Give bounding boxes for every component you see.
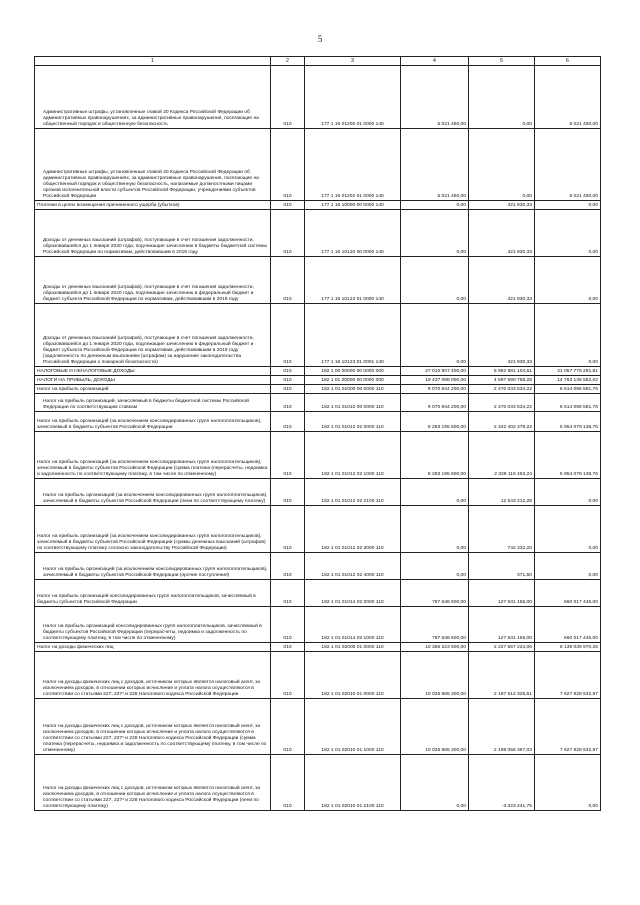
row-name: Платежи в целях возмещения причиненного ущерба (убытков)	[35, 201, 271, 210]
row-name: Административные штрафы, установленные главой 20 Кодекса Российской Федерации об административных правонарушениях, за административные правонарушения, посягающие на общественный порядок и общественную безопасность	[35, 66, 271, 129]
row-approved-amount: 9 070 844 200,00	[401, 394, 469, 412]
table-row	[35, 376, 601, 385]
table-row	[35, 210, 601, 257]
row-unexecuted-amount: 6 614 096 581,76	[535, 394, 601, 412]
row-executed-amount: 127 631 155,00	[469, 607, 535, 643]
row-line-code: 010	[271, 129, 305, 201]
row-budget-code: 182 1 01 02010 01 0000 110	[305, 652, 401, 699]
table-header-row	[35, 57, 601, 66]
row-executed-amount: 371,50	[469, 553, 535, 580]
row-approved-amount: 0,00	[401, 201, 469, 210]
row-line-code: 010	[271, 210, 305, 257]
row-name: Налог на прибыль организаций консолидированных групп налогоплательщиков, зачисляемый в бюджеты субъектов Российской Федерации	[35, 580, 271, 607]
row-line-code: 010	[271, 652, 305, 699]
row-executed-amount: 421 930,33	[469, 210, 535, 257]
row-unexecuted-amount: 7 827 928 932,97	[535, 652, 601, 699]
row-approved-amount: 0,00	[401, 553, 469, 580]
row-budget-code: 182 1 00 00000 00 0000 000	[305, 367, 401, 376]
row-unexecuted-amount: 8 139 039 970,26	[535, 643, 601, 652]
row-unexecuted-amount: 21 057 775 291,81	[535, 367, 601, 376]
row-budget-code: 182 1 01 02010 01 2100 110	[305, 755, 401, 811]
row-line-code: 010	[271, 412, 305, 432]
row-budget-code: 182 1 01 01012 02 2100 110	[305, 479, 401, 506]
row-line-code: 010	[271, 755, 305, 811]
row-name: Налог на доходы физических лиц с доходов, источником которых является налоговый агент, за исключением доходов, в отношении которых исчисление и уплата налога осуществляются в соответствии со статьями 227, 227¹ и 228 Налогового кодекса Российской Федерации (сумма платежа (перерасчеты, недоимка и задолженность по соответствующему платежу, в том числе по отмененному)	[35, 699, 271, 755]
row-budget-code: 177 1 16 01200 01 0000 140	[305, 66, 401, 129]
header-col-1: 1	[35, 57, 271, 66]
row-executed-amount: 421 930,33	[469, 257, 535, 304]
table-row	[35, 479, 601, 506]
row-executed-amount: 2 197 612 325,51	[469, 652, 535, 699]
row-executed-amount: 2 470 033 534,22	[469, 394, 535, 412]
header-col-4: 4	[401, 57, 469, 66]
header-col-2: 2	[271, 57, 305, 66]
row-budget-code: 177 1 16 10123 01 0001 140	[305, 304, 401, 367]
row-line-code: 010	[271, 643, 305, 652]
table-row	[35, 699, 601, 755]
row-unexecuted-amount: 0,00	[535, 553, 601, 580]
row-executed-amount: 0,00	[469, 66, 535, 129]
row-name: Налог на прибыль организаций (за исключением консолидированных групп налогоплательщиков), зачисляемый в бюджеты субъектов Российской Федерации (сумма платежа (перерасчеты, недоимка и задолженность по соответствующему платежу, в том числе по отмененному)	[35, 432, 271, 479]
table-row	[35, 755, 601, 811]
row-line-code: 010	[271, 385, 305, 394]
row-line-code: 010	[271, 506, 305, 553]
header-col-5: 5	[469, 57, 535, 66]
row-name: Налог на доходы физических лиц с доходов, источником которых является налоговый агент, за исключением доходов, в отношении которых исчисление и уплата налога осуществляются в соответствии со статьями 227, 227¹ и 228 Налогового кодекса Российской Федерации (пени по соответствующему платежу)	[35, 755, 271, 811]
revenue-report-table	[34, 56, 601, 811]
table-row	[35, 304, 601, 367]
row-line-code: 010	[271, 479, 305, 506]
row-approved-amount: 0,00	[401, 257, 469, 304]
row-budget-code: 182 1 01 01014 02 1000 110	[305, 607, 401, 643]
row-line-code: 010	[271, 699, 305, 755]
row-budget-code: 177 1 16 01202 01 0000 140	[305, 129, 401, 201]
row-unexecuted-amount: 0,00	[535, 479, 601, 506]
row-unexecuted-amount: 5 954 079 136,76	[535, 412, 601, 432]
row-line-code: 010	[271, 367, 305, 376]
row-line-code: 010	[271, 201, 305, 210]
table-row	[35, 553, 601, 580]
row-unexecuted-amount: 14 783 136 552,02	[535, 376, 601, 385]
row-approved-amount: 787 648 600,00	[401, 580, 469, 607]
table-row	[35, 432, 601, 479]
row-unexecuted-amount: 660 017 445,00	[535, 607, 601, 643]
row-name: Налог на прибыль организаций (за исключением консолидированных групп налогоплательщиков), зачисляемый в бюджеты субъектов Российской Федерации	[35, 412, 271, 432]
row-executed-amount: 2 227 557 224,06	[469, 643, 535, 652]
row-name: Налог на прибыль организаций, зачисляемый в бюджеты бюджетной системы Российской Федерации по соответствующим ставкам	[35, 394, 271, 412]
row-approved-amount: 5 021 450,00	[401, 129, 469, 201]
row-executed-amount: 5 982 881 104,61	[469, 367, 535, 376]
row-name: Доходы от денежных взысканий (штрафов), поступающие в счет погашения задолженности, образовавшейся до 1 января 2020 года, подлежащие зачислению в федеральный бюджет и бюджет субъекта Российской Федерации по нормативам, действовавшим в 2019 году (задолженность по денежным взысканиям (штрафам) за нарушение законодательства Российской Федерации о пожарной безопасности)	[35, 304, 271, 367]
row-executed-amount: 127 631 155,00	[469, 580, 535, 607]
row-line-code: 010	[271, 257, 305, 304]
row-budget-code: 182 1 01 01012 02 0000 110	[305, 412, 401, 432]
row-budget-code: 182 1 01 02010 01 1000 110	[305, 699, 401, 755]
row-unexecuted-amount: 5 954 079 136,76	[535, 432, 601, 479]
row-approved-amount: 5 021 450,00	[401, 66, 469, 129]
row-name: НАЛОГОВЫЕ И НЕНАЛОГОВЫЕ ДОХОДЫ	[35, 367, 271, 376]
table-row	[35, 607, 601, 643]
table-row	[35, 394, 601, 412]
row-approved-amount: 0,00	[401, 506, 469, 553]
row-unexecuted-amount: 5 021 450,00	[535, 66, 601, 129]
row-budget-code: 182 1 01 01012 02 1000 110	[305, 432, 401, 479]
row-name: Налог на прибыль организаций	[35, 385, 271, 394]
row-approved-amount: 9 070 844 200,00	[401, 385, 469, 394]
row-unexecuted-amount: 0,00	[535, 506, 601, 553]
row-approved-amount: 0,00	[401, 210, 469, 257]
row-name: Налог на доходы физических лиц с доходов, источником которых является налоговый агент, за исключением доходов, в отношении которых исчисление и уплата налога осуществляются в соответствии со статьями 227, 227¹ и 228 Налогового кодекса Российской Федерации	[35, 652, 271, 699]
row-name: Налог на прибыль организаций (за исключением консолидированных групп налогоплательщиков), зачисляемый в бюджеты субъектов Российской Федерации (суммы денежных взысканий (штрафов) по соответствующему платежу согласно законодательству Российской Федерации)	[35, 506, 271, 553]
row-approved-amount: 0,00	[401, 304, 469, 367]
row-name: Административные штрафы, установленные главой 20 Кодекса Российской Федерации об административных правонарушениях, за административные правонарушения, посягающие на общественный порядок и общественную безопасность, налагаемые должностными лицами органов исполнительной власти субъектов Российской Федерации, учреждениями субъектов Российской Федерации	[35, 129, 271, 201]
row-budget-code: 177 1 16 10000 00 0000 140	[305, 201, 401, 210]
row-executed-amount: 742 332,20	[469, 506, 535, 553]
table-row	[35, 580, 601, 607]
row-line-code: 010	[271, 553, 305, 580]
table-row	[35, 66, 601, 129]
row-executed-amount: 2 198 056 367,03	[469, 699, 535, 755]
row-unexecuted-amount: 5 021 450,00	[535, 129, 601, 201]
row-executed-amount: -3 323 241,75	[469, 755, 535, 811]
row-line-code: 010	[271, 607, 305, 643]
row-line-code: 010	[271, 66, 305, 129]
row-name: Доходы от денежных взысканий (штрафов), поступающие в счет погашения задолженности, образовавшейся до 1 января 2020 года, подлежащие зачислению в федеральный бюджет и бюджет субъекта Российской Федерации по нормативам, действовавшим в 2019 году	[35, 257, 271, 304]
row-approved-amount: 10 366 223 600,00	[401, 643, 469, 652]
row-line-code: 010	[271, 376, 305, 385]
row-approved-amount: 0,00	[401, 755, 469, 811]
table-row	[35, 257, 601, 304]
page-number: 5	[317, 34, 323, 44]
row-name: Налог на доходы физических лиц	[35, 643, 271, 652]
table-row	[35, 201, 601, 210]
row-budget-code: 182 1 01 00000 00 0000 000	[305, 376, 401, 385]
table-row	[35, 129, 601, 201]
row-approved-amount: 27 010 907 400,00	[401, 367, 469, 376]
row-executed-amount: 0,00	[469, 129, 535, 201]
row-line-code: 010	[271, 304, 305, 367]
row-budget-code: 182 1 01 01012 02 4000 110	[305, 553, 401, 580]
row-unexecuted-amount: 7 827 928 932,97	[535, 699, 601, 755]
row-executed-amount: 2 470 033 534,22	[469, 385, 535, 394]
row-budget-code: 182 1 01 01000 00 0000 110	[305, 385, 401, 394]
row-approved-amount: 10 025 965 300,00	[401, 699, 469, 755]
row-budget-code: 182 1 01 01012 02 3000 110	[305, 506, 401, 553]
row-approved-amount: 19 437 088 000,00	[401, 376, 469, 385]
row-unexecuted-amount: 6 614 096 581,76	[535, 385, 601, 394]
table-row	[35, 367, 601, 376]
row-unexecuted-amount: 660 017 445,00	[535, 580, 601, 607]
row-approved-amount: 787 648 600,00	[401, 607, 469, 643]
row-unexecuted-amount: 0,00	[535, 257, 601, 304]
table-row	[35, 643, 601, 652]
row-name: Налог на прибыль организаций (за исключением консолидированных групп налогоплательщиков), зачисляемый в бюджеты субъектов Российской Федерации (прочие поступления)	[35, 553, 271, 580]
row-budget-code: 177 1 16 10120 00 0000 140	[305, 210, 401, 257]
row-executed-amount: 4 697 590 758,28	[469, 376, 535, 385]
row-approved-amount: 0,00	[401, 479, 469, 506]
table-row	[35, 652, 601, 699]
row-line-code: 010	[271, 432, 305, 479]
row-executed-amount: 421 930,33	[469, 201, 535, 210]
table-row	[35, 506, 601, 553]
row-approved-amount: 8 283 195 600,00	[401, 412, 469, 432]
row-line-code: 010	[271, 394, 305, 412]
row-name: Доходы от денежных взысканий (штрафов), поступающие в счет погашения задолженности, образовавшейся до 1 января 2020 года, подлежащие зачислению в бюджеты бюджетной системы Российской Федерации по нормативам, действовавшим в 2019 году	[35, 210, 271, 257]
row-name: Налог на прибыль организаций консолидированных групп налогоплательщиков, зачисляемый в бюджеты субъектов Российской Федерации (перерасчеты, недоимка и задолженность по соответствующему платежу, в том числе по отмененному)	[35, 607, 271, 643]
row-budget-code: 182 1 01 01014 02 0000 110	[305, 580, 401, 607]
row-name: НАЛОГИ НА ПРИБЫЛЬ, ДОХОДЫ	[35, 376, 271, 385]
row-executed-amount: 421 930,33	[469, 304, 535, 367]
row-budget-code: 182 1 01 02000 01 0000 110	[305, 643, 401, 652]
row-unexecuted-amount: 0,00	[535, 210, 601, 257]
row-unexecuted-amount: 0,00	[535, 304, 601, 367]
row-unexecuted-amount: 0,00	[535, 755, 601, 811]
row-unexecuted-amount: 0,00	[535, 201, 601, 210]
row-budget-code: 177 1 16 10123 01 0000 140	[305, 257, 401, 304]
header-col-3: 3	[305, 57, 401, 66]
row-approved-amount: 8 283 195 600,00	[401, 432, 469, 479]
header-col-6: 6	[535, 57, 601, 66]
row-executed-amount: 2 342 402 379,22	[469, 412, 535, 432]
row-budget-code: 182 1 01 01010 00 0000 110	[305, 394, 401, 412]
row-line-code: 010	[271, 580, 305, 607]
table-row	[35, 385, 601, 394]
row-name: Налог на прибыль организаций (за исключением консолидированных групп налогоплательщиков), зачисляемый в бюджеты субъектов Российской Федерации (пени по соответствующему платежу)	[35, 479, 271, 506]
table-row	[35, 412, 601, 432]
row-approved-amount: 10 025 965 300,00	[401, 652, 469, 699]
row-executed-amount: 2 329 116 463,24	[469, 432, 535, 479]
row-executed-amount: 12 543 212,28	[469, 479, 535, 506]
